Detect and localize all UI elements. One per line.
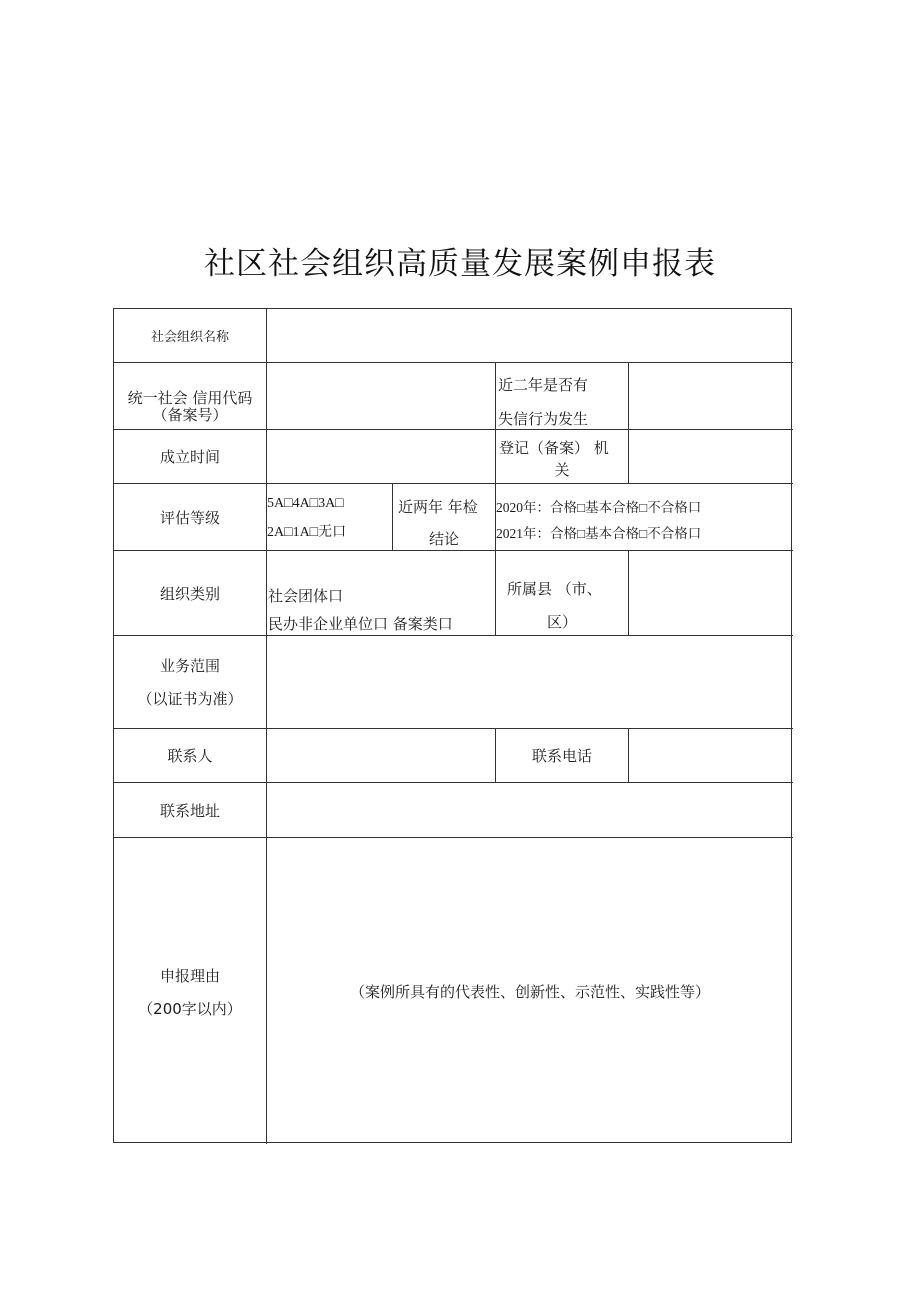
rating-label: 评估等级 — [159, 508, 220, 527]
business-scope-label-line1: 业务范围 — [159, 657, 220, 675]
dishonesty-label-line1: 近二年是否有 — [498, 376, 589, 394]
inspection-label-line1: 近两年 年检 — [398, 498, 478, 516]
business-scope-label — [114, 636, 266, 728]
reason-field[interactable] — [267, 838, 793, 1144]
dishonesty-label — [496, 363, 628, 429]
contact-phone-label: 联系电话 — [531, 747, 592, 765]
inspection-results[interactable] — [496, 484, 793, 550]
contact-address-field[interactable] — [267, 783, 793, 837]
dishonesty-field[interactable] — [629, 363, 793, 429]
reason-label — [114, 838, 266, 1144]
business-scope-label-line2: （以证书为准） — [137, 690, 243, 708]
credit-code-label — [114, 363, 266, 429]
inspection-label-line2: 结论 — [428, 530, 459, 548]
application-form-table — [113, 308, 792, 1143]
credit-code-label-line1: 统一社会 信用代码 — [127, 389, 253, 407]
inspection-2021[interactable]: 2021年：合格□基本合格□不合格口 — [496, 526, 702, 541]
credit-code-label-line2: （备案号） — [152, 406, 228, 424]
registration-authority-label-line2: 关 — [554, 461, 570, 479]
credit-code-field[interactable] — [267, 363, 495, 429]
inspection-label — [393, 484, 495, 550]
category-options[interactable] — [267, 551, 495, 635]
rating-options-line1[interactable]: 5A□4A□3A□ — [267, 496, 344, 511]
county-label — [496, 551, 628, 635]
founding-time-label: 成立时间 — [159, 448, 220, 466]
category-option-private-nonenterprise[interactable]: 民办非企业单位口 备案类口 — [268, 615, 453, 633]
county-label-line1: 所属县 （市、 — [507, 580, 602, 598]
county-field[interactable] — [629, 551, 793, 635]
reason-label-line1: 申报理由 — [159, 967, 220, 985]
org-name-label: 社会组织名称 — [150, 330, 229, 345]
contact-address-label: 联系地址 — [159, 801, 220, 820]
county-label-line2: 区） — [546, 613, 577, 631]
org-name-field[interactable] — [267, 309, 793, 362]
registration-authority-label-line1: 登记（备案） 机 — [499, 439, 609, 457]
inspection-2020[interactable]: 2020年：合格□基本合格□不合格口 — [496, 500, 702, 515]
registration-authority-field[interactable] — [629, 430, 793, 483]
business-scope-field[interactable] — [267, 636, 793, 728]
rating-options[interactable] — [267, 484, 392, 550]
category-label: 组织类别 — [159, 584, 220, 603]
rating-options-line2[interactable]: 2A□1A□无口 — [267, 525, 347, 540]
contact-person-label: 联系人 — [167, 747, 213, 765]
reason-label-line2: （200字以内） — [138, 1000, 242, 1018]
dishonesty-label-line2: 失信行为发生 — [498, 410, 589, 428]
category-option-social-group[interactable]: 社会团体口 — [268, 587, 344, 605]
registration-authority-label — [496, 430, 628, 483]
page-title: 社区社会组织高质量发展案例申报表 — [204, 246, 716, 282]
contact-phone-field[interactable] — [629, 729, 793, 782]
contact-person-field[interactable] — [267, 729, 495, 782]
founding-time-field[interactable] — [267, 430, 495, 483]
reason-hint: （案例所具有的代表性、创新性、示范性、实践性等） — [349, 983, 710, 1001]
